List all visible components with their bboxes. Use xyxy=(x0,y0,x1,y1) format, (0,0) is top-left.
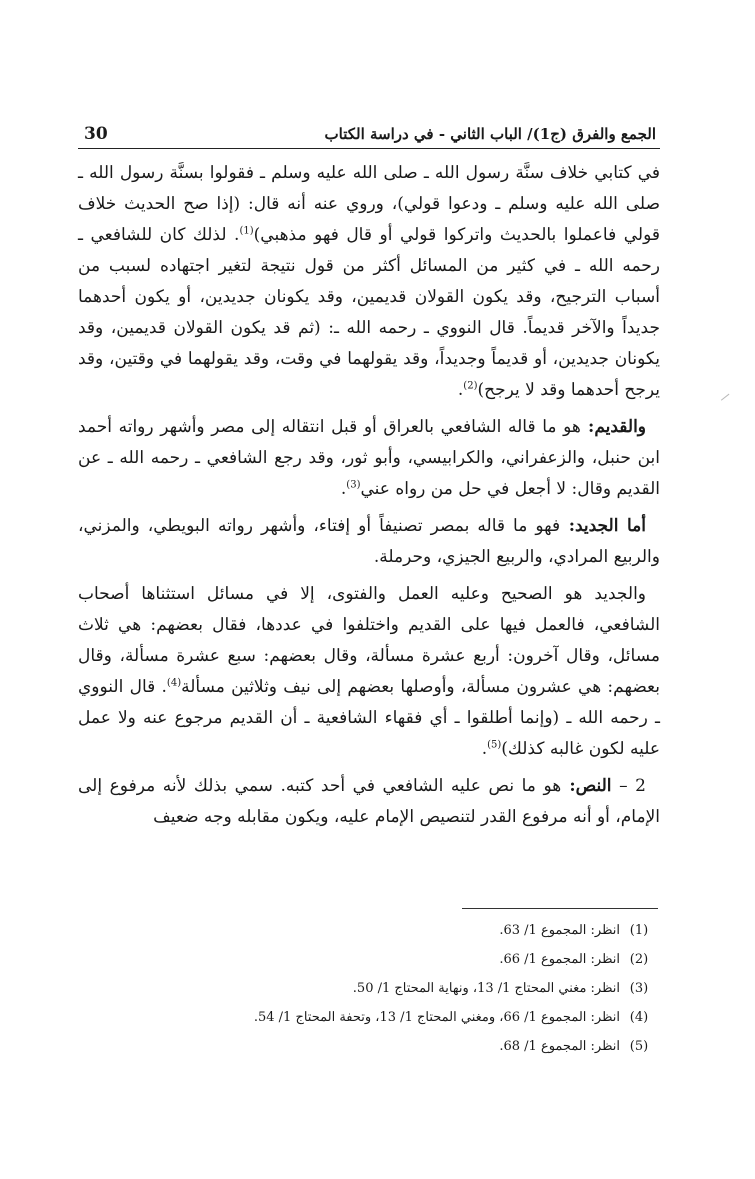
footnote-ref: (5) xyxy=(487,739,502,751)
footnote xyxy=(78,1032,656,1061)
term-label: والقديم: xyxy=(580,417,647,437)
page-header xyxy=(78,118,660,149)
footnote xyxy=(78,1003,656,1032)
text-run: . xyxy=(457,380,464,400)
footnote-ref: (3) xyxy=(346,479,361,491)
footnote-ref: (2) xyxy=(463,380,478,392)
text-run: هو ما قاله الشافعي بالعراق أو قبل انتقاله إلى مصر وأشهر رواته أحمد ابن حنبل، والزعفراني، والكرابيسي، وأبو ثور، وقد رجع الشافعي ـ رحمه الله ـ عن القديم وقال: لا أجعل في حل من رواه عني xyxy=(78,417,660,499)
footnote-ref: (1) xyxy=(239,225,254,237)
text-run: 2 – xyxy=(611,776,646,796)
running-title: الجمع والفرق (ج1)/ الباب الثاني - في دراسة الكتاب xyxy=(324,125,656,143)
footnote-ref: (4) xyxy=(166,677,182,689)
footnote-number: (5) xyxy=(629,1039,649,1054)
text-run: . قال النووي ـ رحمه الله ـ (وإنما أطلقوا ـ أي فقهاء الشافعية ـ أن القديم مرجوع عنه ولا عمل عليه لكون غالبه كذلك) xyxy=(78,677,660,759)
footnote-number: (3) xyxy=(629,981,649,996)
footnote-number: (2) xyxy=(629,952,649,967)
text-run: والجديد هو الصحيح وعليه العمل والفتوى، إلا في مسائل استثناها أصحاب الشافعي، فالعمل فيها على القديم واختلفوا في عددها، فقال بعضهم: هي ثلاث مسائل، وقال آخرون: أربع عشرة مسألة، وقال بعضهم: سبع عشرة مسألة، وقال بعضهم: هي عشرون مسألة، وأوصلها بعضهم إلى نيف وثلاثين مسألة xyxy=(78,584,660,697)
body-text xyxy=(78,158,660,839)
text-run: فهو ما قاله بمصر تصنيفاً أو إفتاء، وأشهر رواته البويطي، والمزني، والربيع المرادي، والربيع الجيزي، وحرملة. xyxy=(78,516,660,567)
pencil-mark xyxy=(721,394,733,406)
footnote-text: انظر: المجموع 1/ 63. xyxy=(499,923,620,938)
footnote-text: انظر: المجموع 1/ 68. xyxy=(499,1039,620,1054)
text-run: . xyxy=(340,479,347,499)
paragraph xyxy=(78,412,660,505)
footnote-divider xyxy=(462,908,658,909)
footnote-number: (1) xyxy=(629,923,649,938)
term-label: النص: xyxy=(561,776,612,796)
text-run: هو ما نص عليه الشافعي في أحد كتبه. سمي بذلك لأنه مرفوع إلى الإمام، أو أنه مرفوع القدر لتنصيص الإمام عليه، ويكون مقابله وجه ضعيف xyxy=(78,776,660,827)
footnote xyxy=(78,945,656,974)
paragraph xyxy=(78,511,660,573)
footnote-number: (4) xyxy=(629,1010,649,1025)
page-number: 30 xyxy=(84,124,108,144)
footnote xyxy=(78,916,656,945)
footnote-text: انظر: مغني المحتاج 1/ 13، ونهاية المحتاج 1/ 50. xyxy=(352,981,620,996)
paragraph xyxy=(78,579,660,765)
footnote-text: انظر: المجموع 1/ 66. xyxy=(499,952,620,967)
paragraph xyxy=(78,771,660,833)
footnote xyxy=(78,974,656,1003)
paragraph xyxy=(78,158,660,406)
text-run: . لذلك كان للشافعي ـ رحمه الله ـ في كثير من المسائل أكثر من قول نتيجة لتغير اجتهاده لسبب من أسباب الترجيح، وقد يكون القولان قديمين، وقد يكونان جديدين، أو يكون أحدهما جديداً والآخر قديماً. قال النووي ـ رحمه الله ـ: (ثم قد يكون القولان قديمين، وقد يكونان جديدين، أو قديماً وجديداً، وقد يقولهما في وقت، وقد يقولهما في وقتين، وقد يرجح أحدهما وقد لا يرجح) xyxy=(78,225,660,400)
footnotes-section xyxy=(78,916,656,1061)
footnote-text: انظر: المجموع 1/ 66، ومغني المحتاج 1/ 13، وتحفة المحتاج 1/ 54. xyxy=(253,1010,620,1025)
text-run: . xyxy=(481,739,488,759)
text-run: في كتابي خلاف سنَّة رسول الله ـ صلى الله عليه وسلم ـ فقولوا بسنَّة رسول الله ـ صلى الله عليه وسلم ـ ودعوا قولي)، وروي عنه أنه قال: (إذا صح الحديث خلاف قولي فاعملوا بالحديث واتركوا قولي أو قال فهو مذهبي) xyxy=(78,163,660,245)
term-label: أما الجديد: xyxy=(560,516,647,536)
